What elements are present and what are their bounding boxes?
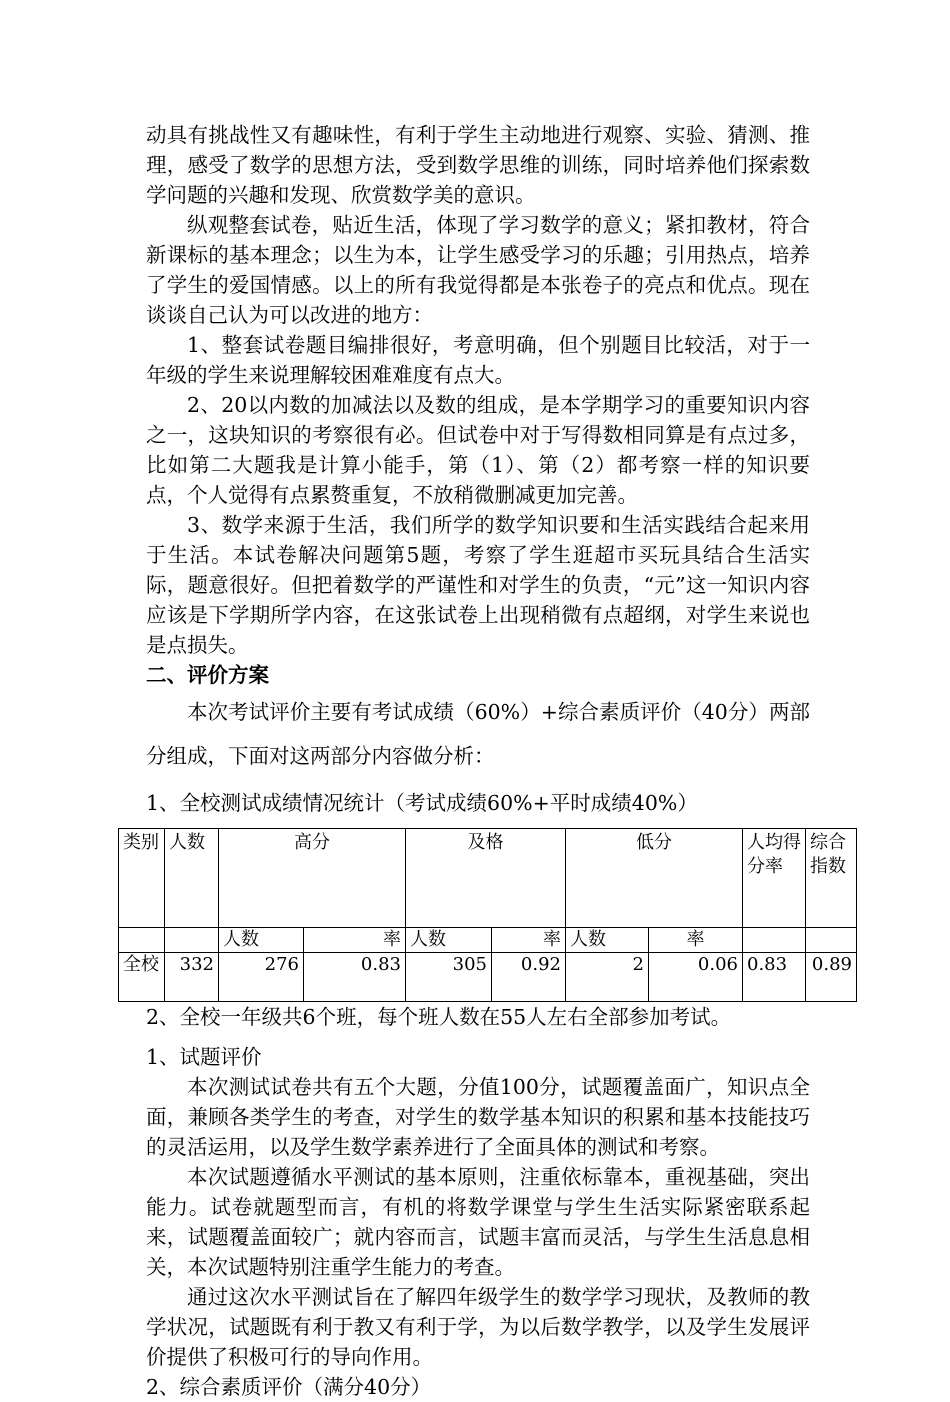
paragraph-challenge: 动具有挑战性又有趣味性，有利于学生主动地进行观察、实验、猜测、推理，感受了数学的思想方法，受到数学思维的训练，同时培养他们探索数学问题的兴趣和发现、欣赏数学美的意识。 bbox=[146, 123, 810, 207]
subheader-low-count: 人数 bbox=[566, 928, 649, 953]
subheader-pass-rate: 率 bbox=[492, 928, 566, 953]
header-composite-index: 综合指数 bbox=[806, 829, 857, 928]
paragraph-improvement-3: 3、数学来源于生活，我们所学的数学知识要和生活实践结合起来用于生活。本试卷解决问题第5题，考察了学生逛超市买玩具结合生活实际，题意很好。但把着数学的严谨性和对学生的负责，“元”这一知识内容应该是下学期所学内容，在这张试卷上出现稍微有点超纲，对学生来说也是点损失。 bbox=[146, 513, 810, 657]
cell-composite-index: 0.89 bbox=[806, 953, 857, 1002]
paragraph-improvement-2: 2、20以内数的加减法以及数的组成，是本学期学习的重要知识内容之一，这块知识的考察很有必。但试卷中对于写得数相同算是有点过多，比如第二大题我是计算小能手，第（1）、第（2）都考察一样的知识要点，个人觉得有点累赘重复，不放稍微删减更加完善。 bbox=[146, 393, 810, 507]
table-header-row bbox=[119, 829, 857, 928]
subheader-high-rate: 率 bbox=[304, 928, 406, 953]
cell-high-count: 276 bbox=[219, 953, 304, 1002]
cell-category: 全校 bbox=[119, 953, 165, 1002]
section-heading-evaluation: 二、评价方案 bbox=[146, 663, 269, 687]
paragraph-evaluation-intro: 本次考试评价主要有考试成绩（60%）+综合素质评价（40分）两部分组成，下面对这两部分内容做分析： bbox=[146, 700, 810, 768]
subheader-empty bbox=[806, 928, 857, 953]
cell-high-rate: 0.83 bbox=[304, 953, 406, 1002]
header-low-score: 低分 bbox=[566, 829, 743, 928]
header-pass: 及格 bbox=[406, 829, 566, 928]
subheading-question-evaluation: 1、试题评价 bbox=[146, 1045, 262, 1069]
paragraph-eval-3: 通过这次水平测试旨在了解四年级学生的数学学习现状，及教师的教学状况，试题既有利于教又有利于学，为以后数学教学，以及学生发展评价提供了积极可行的导向作用。 bbox=[146, 1285, 810, 1369]
cell-low-rate: 0.06 bbox=[649, 953, 743, 1002]
stats-title: 1、全校测试成绩情况统计（考试成绩60%+平时成绩40%） bbox=[146, 791, 698, 815]
cell-count: 332 bbox=[165, 953, 219, 1002]
header-high-score: 高分 bbox=[219, 829, 406, 928]
subheader-empty bbox=[743, 928, 806, 953]
subheader-empty bbox=[119, 928, 165, 953]
paragraph-eval-2: 本次试题遵循水平测试的基本原则，注重依标靠本，重视基础，突出能力。试卷就题型而言，有机的将数学课堂与学生生活实际紧密联系起来，试题覆盖面较广；就内容而言，试题丰富而灵活，与学生生活息息相关，本次试题特别注重学生能力的考查。 bbox=[146, 1165, 810, 1279]
paragraph-eval-1: 本次测试试卷共有五个大题，分值100分，试题覆盖面广，知识点全面，兼顾各类学生的考查，对学生的数学基本知识的积累和基本技能技巧的灵活运用，以及学生数学素养进行了全面具体的测试和考察。 bbox=[146, 1075, 810, 1159]
score-stats-table bbox=[118, 828, 857, 1002]
cell-pass-rate: 0.92 bbox=[492, 953, 566, 1002]
paragraph-class-info: 2、全校一年级共6个班，每个班人数在55人左右全部参加考试。 bbox=[146, 1005, 732, 1029]
paragraph-overview: 纵观整套试卷，贴近生活，体现了学习数学的意义；紧扣教材，符合新课标的基本理念；以生为本，让学生感受学习的乐趣；引用热点，培养了学生的爱国情感。以上的所有我觉得都是本张卷子的亮点和优点。现在谈谈自己认为可以改进的地方： bbox=[146, 213, 810, 327]
subheader-low-rate: 率 bbox=[649, 928, 743, 953]
cell-average-rate: 0.83 bbox=[743, 953, 806, 1002]
subheader-pass-count: 人数 bbox=[406, 928, 492, 953]
document-page bbox=[123, 120, 852, 1402]
header-count: 人数 bbox=[165, 829, 219, 928]
subheader-high-count: 人数 bbox=[219, 928, 304, 953]
cell-pass-count: 305 bbox=[406, 953, 492, 1002]
header-category: 类别 bbox=[119, 829, 165, 928]
header-average-rate: 人均得分率 bbox=[743, 829, 806, 928]
table-row bbox=[119, 953, 857, 1002]
subheading-comprehensive-evaluation: 2、综合素质评价（满分40分） bbox=[146, 1375, 432, 1399]
table-subheader-row bbox=[119, 928, 857, 953]
paragraph-improvement-1: 1、整套试卷题目编排很好，考意明确，但个别题目比较活，对于一年级的学生来说理解较困难难度有点大。 bbox=[146, 333, 810, 387]
cell-low-count: 2 bbox=[566, 953, 649, 1002]
subheader-empty bbox=[165, 928, 219, 953]
